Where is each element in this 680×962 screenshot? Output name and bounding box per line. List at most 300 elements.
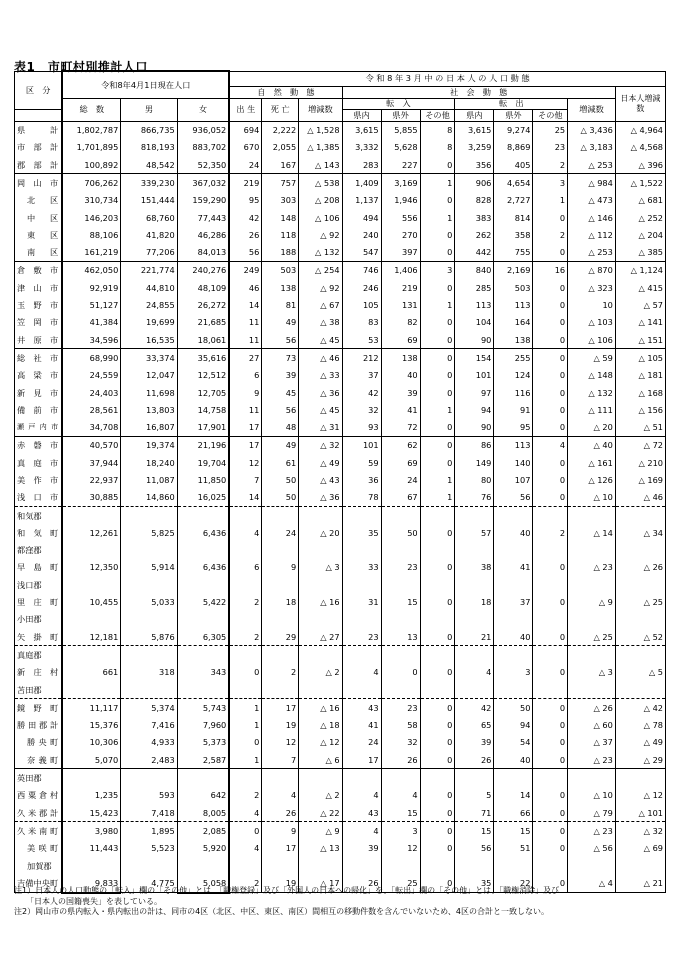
cell-male: 5,825 bbox=[121, 524, 177, 541]
cell-births: 9 bbox=[229, 384, 262, 401]
cell-deaths: 2 bbox=[262, 664, 299, 681]
table-row bbox=[15, 121, 666, 139]
cell-ipref: 1,409 bbox=[342, 174, 381, 192]
cell-female bbox=[177, 611, 229, 628]
cell-ooth: 0 bbox=[533, 454, 568, 471]
cell-deaths: 4 bbox=[262, 787, 299, 804]
cell-iout bbox=[381, 507, 420, 525]
cell-nat: △ 254 bbox=[299, 261, 342, 279]
table-row bbox=[15, 628, 666, 646]
cell-ioth: 1 bbox=[420, 401, 455, 418]
cell-births: 17 bbox=[229, 419, 262, 437]
cell-opref: 71 bbox=[455, 804, 494, 822]
cell-oout: 41 bbox=[494, 559, 533, 576]
table-row bbox=[15, 840, 666, 857]
cell-iout: 556 bbox=[381, 209, 420, 226]
cell-ipref: 24 bbox=[342, 734, 381, 751]
table-row bbox=[15, 314, 666, 331]
cell-soc: △ 161 bbox=[568, 454, 616, 471]
cell-ioth: 0 bbox=[420, 822, 455, 840]
table-row bbox=[15, 751, 666, 769]
cell-opref: 57 bbox=[455, 524, 494, 541]
cell-female: 159,290 bbox=[177, 192, 229, 209]
cell-jp bbox=[615, 576, 665, 593]
cell-oout: 40 bbox=[494, 524, 533, 541]
cell-opref bbox=[455, 507, 494, 525]
row-label: 新庄村 bbox=[15, 664, 63, 681]
cell-nat bbox=[299, 611, 342, 628]
cell-female bbox=[177, 857, 229, 874]
cell-opref: 906 bbox=[455, 174, 494, 192]
cell-ioth: 8 bbox=[420, 139, 455, 156]
cell-nat: △ 2 bbox=[299, 787, 342, 804]
table-row bbox=[15, 489, 666, 507]
cell-female: 12,705 bbox=[177, 384, 229, 401]
cell-births: 0 bbox=[229, 822, 262, 840]
cell-iout: 270 bbox=[381, 226, 420, 243]
table-row bbox=[15, 699, 666, 717]
cell-jp: △ 5 bbox=[615, 664, 665, 681]
header-move-in: 転 入 bbox=[342, 98, 455, 109]
cell-ipref: 3,615 bbox=[342, 121, 381, 139]
header-out-outside: 県外 bbox=[494, 109, 533, 121]
cell-soc: △ 14 bbox=[568, 524, 616, 541]
cell-jp: △ 210 bbox=[615, 454, 665, 471]
table-row bbox=[15, 261, 666, 279]
cell-nat bbox=[299, 681, 342, 699]
cell-births bbox=[229, 576, 262, 593]
cell-opref: 356 bbox=[455, 156, 494, 174]
cell-soc: △ 20 bbox=[568, 419, 616, 437]
row-label: 苫田郡 bbox=[15, 681, 63, 699]
cell-ooth: 0 bbox=[533, 367, 568, 384]
row-label: 赤磐市 bbox=[15, 436, 63, 454]
cell-deaths: 12 bbox=[262, 734, 299, 751]
cell-deaths: 73 bbox=[262, 349, 299, 367]
cell-opref bbox=[455, 769, 494, 787]
cell-ipref: 1,137 bbox=[342, 192, 381, 209]
cell-female: 2,587 bbox=[177, 751, 229, 769]
cell-deaths: 29 bbox=[262, 628, 299, 646]
cell-deaths: 50 bbox=[262, 471, 299, 488]
cell-ioth bbox=[420, 542, 455, 559]
cell-iout: 131 bbox=[381, 296, 420, 313]
cell-ioth: 0 bbox=[420, 192, 455, 209]
cell-ioth: 0 bbox=[420, 156, 455, 174]
cell-oout: 95 bbox=[494, 419, 533, 437]
header-move-out: 転 出 bbox=[455, 98, 568, 109]
cell-soc: △ 40 bbox=[568, 436, 616, 454]
cell-opref: 383 bbox=[455, 209, 494, 226]
cell-soc: △ 23 bbox=[568, 559, 616, 576]
cell-deaths: 303 bbox=[262, 192, 299, 209]
cell-ioth bbox=[420, 857, 455, 874]
cell-deaths bbox=[262, 542, 299, 559]
cell-jp: △ 72 bbox=[615, 436, 665, 454]
cell-soc: △ 23 bbox=[568, 751, 616, 769]
cell-total: 34,708 bbox=[62, 419, 121, 437]
cell-oout: 8,869 bbox=[494, 139, 533, 156]
cell-total: 15,423 bbox=[62, 804, 121, 822]
cell-jp: △ 69 bbox=[615, 840, 665, 857]
row-label: 都窪郡 bbox=[15, 542, 63, 559]
cell-deaths: 24 bbox=[262, 524, 299, 541]
row-label: 中 区 bbox=[15, 209, 63, 226]
cell-deaths: 2,055 bbox=[262, 139, 299, 156]
cell-male: 44,810 bbox=[121, 279, 177, 296]
cell-ioth: 0 bbox=[420, 734, 455, 751]
cell-births: 2 bbox=[229, 594, 262, 611]
cell-iout: 23 bbox=[381, 699, 420, 717]
cell-ioth: 1 bbox=[420, 209, 455, 226]
header-nat-change: 増減数 bbox=[299, 98, 342, 121]
cell-oout: 54 bbox=[494, 734, 533, 751]
cell-oout: 37 bbox=[494, 594, 533, 611]
cell-deaths: 167 bbox=[262, 156, 299, 174]
cell-female: 5,058 bbox=[177, 874, 229, 892]
cell-iout: 72 bbox=[381, 419, 420, 437]
cell-total: 1,235 bbox=[62, 787, 121, 804]
row-label: 美作市 bbox=[15, 471, 63, 488]
cell-male: 2,483 bbox=[121, 751, 177, 769]
cell-opref: 38 bbox=[455, 559, 494, 576]
cell-oout: 255 bbox=[494, 349, 533, 367]
cell-ioth: 0 bbox=[420, 804, 455, 822]
cell-ioth: 0 bbox=[420, 874, 455, 892]
row-label: 津山市 bbox=[15, 279, 63, 296]
cell-jp: △ 141 bbox=[615, 314, 665, 331]
cell-jp bbox=[615, 507, 665, 525]
cell-opref: 285 bbox=[455, 279, 494, 296]
cell-female: 26,272 bbox=[177, 296, 229, 313]
cell-deaths: 17 bbox=[262, 699, 299, 717]
cell-jp: △ 42 bbox=[615, 699, 665, 717]
cell-ooth: 0 bbox=[533, 822, 568, 840]
cell-deaths: 138 bbox=[262, 279, 299, 296]
cell-ooth: 3 bbox=[533, 174, 568, 192]
table-row bbox=[15, 244, 666, 262]
footnote-line: 注1）日本人の人口動態の「転入」欄の「その他」とは、「職権登録」及び「外国人の日本への帰化」を、「転出」欄の「その他」とは、「職権消除」及び bbox=[14, 886, 560, 895]
cell-births: 670 bbox=[229, 139, 262, 156]
cell-male bbox=[121, 769, 177, 787]
table-row bbox=[15, 576, 666, 593]
cell-male: 11,698 bbox=[121, 384, 177, 401]
cell-opref: 42 bbox=[455, 699, 494, 717]
cell-iout: 39 bbox=[381, 384, 420, 401]
cell-jp: △ 169 bbox=[615, 471, 665, 488]
cell-ipref: 32 bbox=[342, 401, 381, 418]
cell-ooth: 0 bbox=[533, 419, 568, 437]
cell-total: 1,701,895 bbox=[62, 139, 121, 156]
cell-ioth: 0 bbox=[420, 384, 455, 401]
cell-female: 6,436 bbox=[177, 559, 229, 576]
table-row bbox=[15, 192, 666, 209]
cell-jp: △ 1,522 bbox=[615, 174, 665, 192]
cell-jp: △ 78 bbox=[615, 717, 665, 734]
cell-ipref: 746 bbox=[342, 261, 381, 279]
cell-jp: △ 57 bbox=[615, 296, 665, 313]
cell-jp: △ 12 bbox=[615, 787, 665, 804]
cell-female: 642 bbox=[177, 787, 229, 804]
table-row bbox=[15, 209, 666, 226]
cell-births: 2 bbox=[229, 874, 262, 892]
cell-nat: △ 22 bbox=[299, 804, 342, 822]
cell-deaths: 26 bbox=[262, 804, 299, 822]
cell-deaths: 2,222 bbox=[262, 121, 299, 139]
cell-oout bbox=[494, 542, 533, 559]
cell-soc bbox=[568, 681, 616, 699]
cell-ioth: 0 bbox=[420, 244, 455, 262]
cell-ioth bbox=[420, 646, 455, 664]
cell-iout: 82 bbox=[381, 314, 420, 331]
table-row bbox=[15, 681, 666, 699]
table-row bbox=[15, 367, 666, 384]
cell-soc: △ 103 bbox=[568, 314, 616, 331]
header-total: 総 数 bbox=[62, 98, 121, 121]
cell-ipref: 78 bbox=[342, 489, 381, 507]
cell-nat: △ 16 bbox=[299, 699, 342, 717]
cell-births: 95 bbox=[229, 192, 262, 209]
cell-male: 7,418 bbox=[121, 804, 177, 822]
cell-ioth: 0 bbox=[420, 699, 455, 717]
cell-opref: 76 bbox=[455, 489, 494, 507]
cell-births: 219 bbox=[229, 174, 262, 192]
cell-oout: 814 bbox=[494, 209, 533, 226]
table-row bbox=[15, 524, 666, 541]
cell-ipref: 240 bbox=[342, 226, 381, 243]
cell-deaths bbox=[262, 646, 299, 664]
cell-nat: △ 27 bbox=[299, 628, 342, 646]
header-births: 出 生 bbox=[229, 98, 262, 121]
cell-deaths: 19 bbox=[262, 874, 299, 892]
cell-male: 4,933 bbox=[121, 734, 177, 751]
cell-soc bbox=[568, 576, 616, 593]
cell-total: 28,561 bbox=[62, 401, 121, 418]
cell-births: 2 bbox=[229, 628, 262, 646]
cell-male: 68,760 bbox=[121, 209, 177, 226]
row-label: 英田郡 bbox=[15, 769, 63, 787]
cell-ioth: 0 bbox=[420, 436, 455, 454]
cell-female: 52,350 bbox=[177, 156, 229, 174]
table-row bbox=[15, 542, 666, 559]
cell-total: 15,376 bbox=[62, 717, 121, 734]
cell-soc: △ 25 bbox=[568, 628, 616, 646]
cell-soc: △ 984 bbox=[568, 174, 616, 192]
table-row bbox=[15, 559, 666, 576]
cell-deaths: 81 bbox=[262, 296, 299, 313]
cell-ooth: 0 bbox=[533, 840, 568, 857]
cell-male bbox=[121, 507, 177, 525]
cell-male: 19,699 bbox=[121, 314, 177, 331]
cell-deaths bbox=[262, 576, 299, 593]
cell-ooth: 0 bbox=[533, 699, 568, 717]
cell-ooth: 0 bbox=[533, 279, 568, 296]
cell-female: 2,085 bbox=[177, 822, 229, 840]
cell-female: 46,286 bbox=[177, 226, 229, 243]
cell-total: 161,219 bbox=[62, 244, 121, 262]
row-label: 吉備中央町 bbox=[15, 874, 63, 892]
cell-oout: 4,654 bbox=[494, 174, 533, 192]
row-label: 東 区 bbox=[15, 226, 63, 243]
cell-oout: 3 bbox=[494, 664, 533, 681]
cell-ioth: 0 bbox=[420, 840, 455, 857]
cell-female: 936,052 bbox=[177, 121, 229, 139]
table-row bbox=[15, 664, 666, 681]
cell-iout bbox=[381, 576, 420, 593]
row-label: 矢掛町 bbox=[15, 628, 63, 646]
cell-iout: 32 bbox=[381, 734, 420, 751]
row-label: 勝央町 bbox=[15, 734, 63, 751]
cell-deaths: 18 bbox=[262, 594, 299, 611]
table-row bbox=[15, 226, 666, 243]
cell-soc bbox=[568, 611, 616, 628]
cell-deaths: 757 bbox=[262, 174, 299, 192]
cell-soc: △ 10 bbox=[568, 489, 616, 507]
cell-nat: △ 13 bbox=[299, 840, 342, 857]
cell-deaths bbox=[262, 507, 299, 525]
cell-opref: 18 bbox=[455, 594, 494, 611]
cell-deaths: 503 bbox=[262, 261, 299, 279]
cell-ipref bbox=[342, 611, 381, 628]
cell-opref: 4 bbox=[455, 664, 494, 681]
cell-births: 26 bbox=[229, 226, 262, 243]
cell-female: 7,960 bbox=[177, 717, 229, 734]
cell-oout: 22 bbox=[494, 874, 533, 892]
cell-jp: △ 1,124 bbox=[615, 261, 665, 279]
cell-ioth bbox=[420, 576, 455, 593]
cell-total bbox=[62, 576, 121, 593]
cell-ooth: 23 bbox=[533, 139, 568, 156]
cell-total: 9,833 bbox=[62, 874, 121, 892]
cell-births: 24 bbox=[229, 156, 262, 174]
cell-nat: △ 1,528 bbox=[299, 121, 342, 139]
cell-opref: 5 bbox=[455, 787, 494, 804]
cell-ioth: 3 bbox=[420, 261, 455, 279]
cell-male: 14,860 bbox=[121, 489, 177, 507]
cell-ioth: 1 bbox=[420, 471, 455, 488]
cell-deaths: 56 bbox=[262, 331, 299, 349]
row-label: 真庭郡 bbox=[15, 646, 63, 664]
row-label: 小田郡 bbox=[15, 611, 63, 628]
cell-jp: △ 32 bbox=[615, 822, 665, 840]
cell-ooth bbox=[533, 857, 568, 874]
cell-total: 5,070 bbox=[62, 751, 121, 769]
cell-ooth: 0 bbox=[533, 471, 568, 488]
cell-total: 51,127 bbox=[62, 296, 121, 313]
cell-jp: △ 34 bbox=[615, 524, 665, 541]
cell-ooth: 2 bbox=[533, 524, 568, 541]
cell-ooth: 0 bbox=[533, 349, 568, 367]
cell-female: 17,901 bbox=[177, 419, 229, 437]
table-row bbox=[15, 401, 666, 418]
cell-jp: △ 681 bbox=[615, 192, 665, 209]
cell-nat: △ 9 bbox=[299, 822, 342, 840]
cell-nat: △ 208 bbox=[299, 192, 342, 209]
cell-soc: △ 26 bbox=[568, 699, 616, 717]
cell-ioth: 0 bbox=[420, 559, 455, 576]
cell-births: 4 bbox=[229, 840, 262, 857]
cell-iout: 40 bbox=[381, 367, 420, 384]
header-movement-title: 令 和 8 年 3 月 中 の 日 本 人 の 人 口 動 態 bbox=[229, 71, 665, 86]
cell-iout: 219 bbox=[381, 279, 420, 296]
cell-nat: △ 6 bbox=[299, 751, 342, 769]
cell-ooth bbox=[533, 542, 568, 559]
header-in-other: その他 bbox=[420, 109, 455, 121]
cell-oout: 66 bbox=[494, 804, 533, 822]
cell-ioth: 0 bbox=[420, 279, 455, 296]
table-row bbox=[15, 419, 666, 437]
cell-total: 12,181 bbox=[62, 628, 121, 646]
cell-jp bbox=[615, 542, 665, 559]
cell-nat: △ 106 bbox=[299, 209, 342, 226]
cell-opref: 56 bbox=[455, 840, 494, 857]
cell-births: 4 bbox=[229, 524, 262, 541]
table-row bbox=[15, 507, 666, 525]
cell-soc: △ 106 bbox=[568, 331, 616, 349]
cell-nat: △ 12 bbox=[299, 734, 342, 751]
cell-deaths: 17 bbox=[262, 840, 299, 857]
table-row bbox=[15, 331, 666, 349]
cell-male: 1,895 bbox=[121, 822, 177, 840]
cell-opref: 154 bbox=[455, 349, 494, 367]
cell-female: 367,032 bbox=[177, 174, 229, 192]
cell-ipref: 246 bbox=[342, 279, 381, 296]
header-estimate-date: 令和8年4月1日現在人口 bbox=[62, 71, 229, 98]
cell-iout: 58 bbox=[381, 717, 420, 734]
cell-soc: △ 10 bbox=[568, 787, 616, 804]
cell-jp: △ 204 bbox=[615, 226, 665, 243]
table-row bbox=[15, 717, 666, 734]
cell-deaths: 118 bbox=[262, 226, 299, 243]
cell-male: 19,374 bbox=[121, 436, 177, 454]
cell-iout bbox=[381, 681, 420, 699]
cell-oout bbox=[494, 646, 533, 664]
table-row bbox=[15, 769, 666, 787]
cell-soc: △ 112 bbox=[568, 226, 616, 243]
cell-jp: △ 168 bbox=[615, 384, 665, 401]
table-row bbox=[15, 804, 666, 822]
cell-ooth: 25 bbox=[533, 121, 568, 139]
population-table bbox=[14, 70, 666, 894]
cell-male: 13,803 bbox=[121, 401, 177, 418]
row-label: 勝田郡計 bbox=[15, 717, 63, 734]
cell-ioth: 0 bbox=[420, 367, 455, 384]
cell-opref bbox=[455, 681, 494, 699]
cell-male: 12,047 bbox=[121, 367, 177, 384]
cell-oout bbox=[494, 857, 533, 874]
cell-opref: 65 bbox=[455, 717, 494, 734]
cell-male: 151,444 bbox=[121, 192, 177, 209]
cell-jp: △ 29 bbox=[615, 751, 665, 769]
cell-total: 12,261 bbox=[62, 524, 121, 541]
cell-female: 12,512 bbox=[177, 367, 229, 384]
cell-soc bbox=[568, 542, 616, 559]
cell-oout bbox=[494, 769, 533, 787]
cell-male: 339,230 bbox=[121, 174, 177, 192]
cell-soc: △ 132 bbox=[568, 384, 616, 401]
cell-ooth: 2 bbox=[533, 156, 568, 174]
cell-ooth bbox=[533, 576, 568, 593]
cell-jp: △ 415 bbox=[615, 279, 665, 296]
cell-soc bbox=[568, 769, 616, 787]
cell-total: 30,885 bbox=[62, 489, 121, 507]
header-deaths: 死 亡 bbox=[262, 98, 299, 121]
cell-jp bbox=[615, 769, 665, 787]
cell-ooth: 0 bbox=[533, 874, 568, 892]
cell-total: 3,980 bbox=[62, 822, 121, 840]
cell-opref bbox=[455, 646, 494, 664]
cell-jp: △ 101 bbox=[615, 804, 665, 822]
